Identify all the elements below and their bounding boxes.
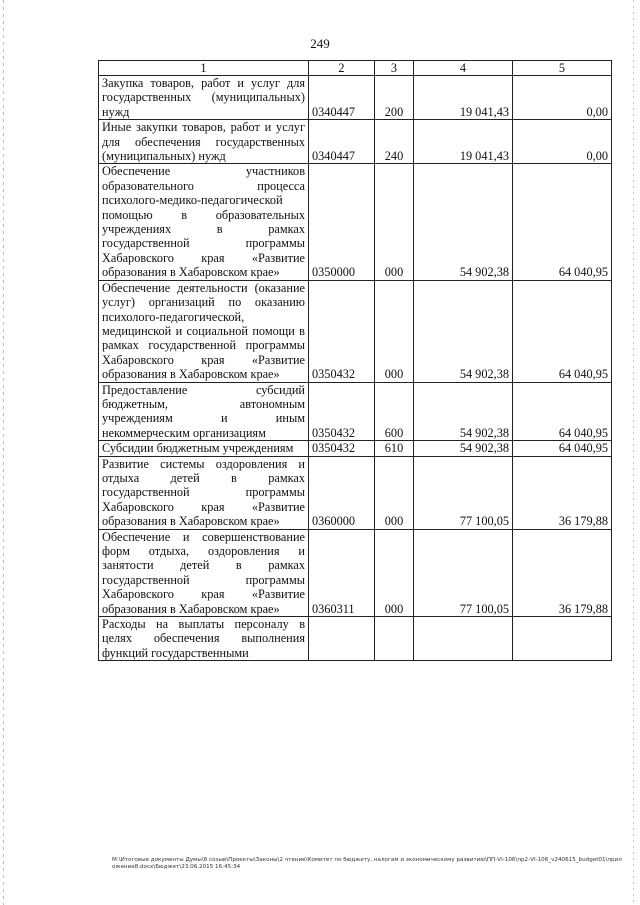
row-amount-cell: 77 100,05 xyxy=(414,456,513,529)
table-row xyxy=(99,529,612,616)
budget-table xyxy=(98,60,612,661)
row-name-cell: Иные закупки товаров, работ и услуг для обеспечения государственных (муниципальных) нужд xyxy=(99,120,309,164)
row-code-cell: 0340447 xyxy=(309,120,375,164)
column-header: 2 xyxy=(309,61,375,76)
table-row xyxy=(99,617,612,661)
column-header: 4 xyxy=(414,61,513,76)
row-amount-cell xyxy=(513,617,612,661)
row-name-cell: Закупка товаров, работ и услуг для государственных (муниципальных) нужд xyxy=(99,76,309,120)
row-code-cell: 0350432 xyxy=(309,280,375,382)
row-type-cell: 000 xyxy=(375,280,414,382)
table-row xyxy=(99,280,612,382)
table-row xyxy=(99,441,612,456)
row-name-cell: Расходы на выплаты персоналу в целях обеспечения выполнения функций государственными xyxy=(99,617,309,661)
table-row xyxy=(99,120,612,164)
row-amount-cell xyxy=(414,617,513,661)
row-type-cell: 610 xyxy=(375,441,414,456)
row-amount-cell: 36 179,88 xyxy=(513,529,612,616)
scan-edge-right xyxy=(633,0,634,905)
page-number: 249 xyxy=(310,36,330,51)
row-amount-cell: 54 902,38 xyxy=(414,382,513,441)
row-code-cell: 0350432 xyxy=(309,382,375,441)
row-amount-cell: 19 041,43 xyxy=(414,76,513,120)
row-name-cell: Обеспечение участников образовательного процесса психолого-медико-педагогической помощью в образовательных учреждениях в рамках государственной программы Хабаровского края «Развитие образования в Хабаровском крае» xyxy=(99,164,309,280)
table-row xyxy=(99,456,612,529)
row-amount-cell: 54 902,38 xyxy=(414,164,513,280)
row-code-cell: 0360000 xyxy=(309,456,375,529)
row-type-cell: 600 xyxy=(375,382,414,441)
row-name-cell: Обеспечение и совершенствование форм отдыха, оздоровления и занятости детей в рамках государственной программы Хабаровского края «Развитие образования в Хабаровском крае» xyxy=(99,529,309,616)
column-header: 1 xyxy=(99,61,309,76)
row-code-cell: 0350000 xyxy=(309,164,375,280)
table-header-row xyxy=(99,61,612,76)
row-name-cell: Субсидии бюджетным учреждениям xyxy=(99,441,309,456)
row-code-cell: 0350432 xyxy=(309,441,375,456)
row-amount-cell: 54 902,38 xyxy=(414,441,513,456)
scan-edge-left xyxy=(3,0,4,905)
row-name-cell: Предоставление субсидий бюджетным, автономным учреждениям и иным некоммерческим организациям xyxy=(99,382,309,441)
row-amount-cell: 54 902,38 xyxy=(414,280,513,382)
column-header: 3 xyxy=(375,61,414,76)
document-path-footer: М:\Итоговые документы Думы\6 созыв\Проекты\Законы\2 чтение\Комитет по бюджету, налогам и экономическому развитию\ПП-VI-106\пр2-VI-106_v240615_budget01\приложение8.docx\Бюджет\23.06.2015 16:45:34 xyxy=(112,857,622,870)
row-type-cell xyxy=(375,617,414,661)
row-amount-cell: 64 040,95 xyxy=(513,280,612,382)
row-amount-cell: 19 041,43 xyxy=(414,120,513,164)
row-type-cell: 000 xyxy=(375,529,414,616)
row-type-cell: 000 xyxy=(375,456,414,529)
row-amount-cell: 36 179,88 xyxy=(513,456,612,529)
table-row xyxy=(99,164,612,280)
table-row xyxy=(99,382,612,441)
row-type-cell: 000 xyxy=(375,164,414,280)
row-code-cell: 0340447 xyxy=(309,76,375,120)
row-code-cell xyxy=(309,617,375,661)
row-amount-cell: 77 100,05 xyxy=(414,529,513,616)
row-type-cell: 200 xyxy=(375,76,414,120)
row-code-cell: 0360311 xyxy=(309,529,375,616)
row-name-cell: Обеспечение деятельности (оказание услуг) организаций по оказанию психолого-педагогической, медицинской и социальной помощи в рамках государственной программы Хабаровского края «Развитие образования в Хабаровском крае» xyxy=(99,280,309,382)
column-header: 5 xyxy=(513,61,612,76)
row-amount-cell: 0,00 xyxy=(513,76,612,120)
row-type-cell: 240 xyxy=(375,120,414,164)
row-amount-cell: 64 040,95 xyxy=(513,382,612,441)
row-amount-cell: 64 040,95 xyxy=(513,441,612,456)
row-amount-cell: 64 040,95 xyxy=(513,164,612,280)
row-amount-cell: 0,00 xyxy=(513,120,612,164)
table-row xyxy=(99,76,612,120)
row-name-cell: Развитие системы оздоровления и отдыха детей в рамках государственной программы Хабаровского края «Развитие образования в Хабаровском крае» xyxy=(99,456,309,529)
